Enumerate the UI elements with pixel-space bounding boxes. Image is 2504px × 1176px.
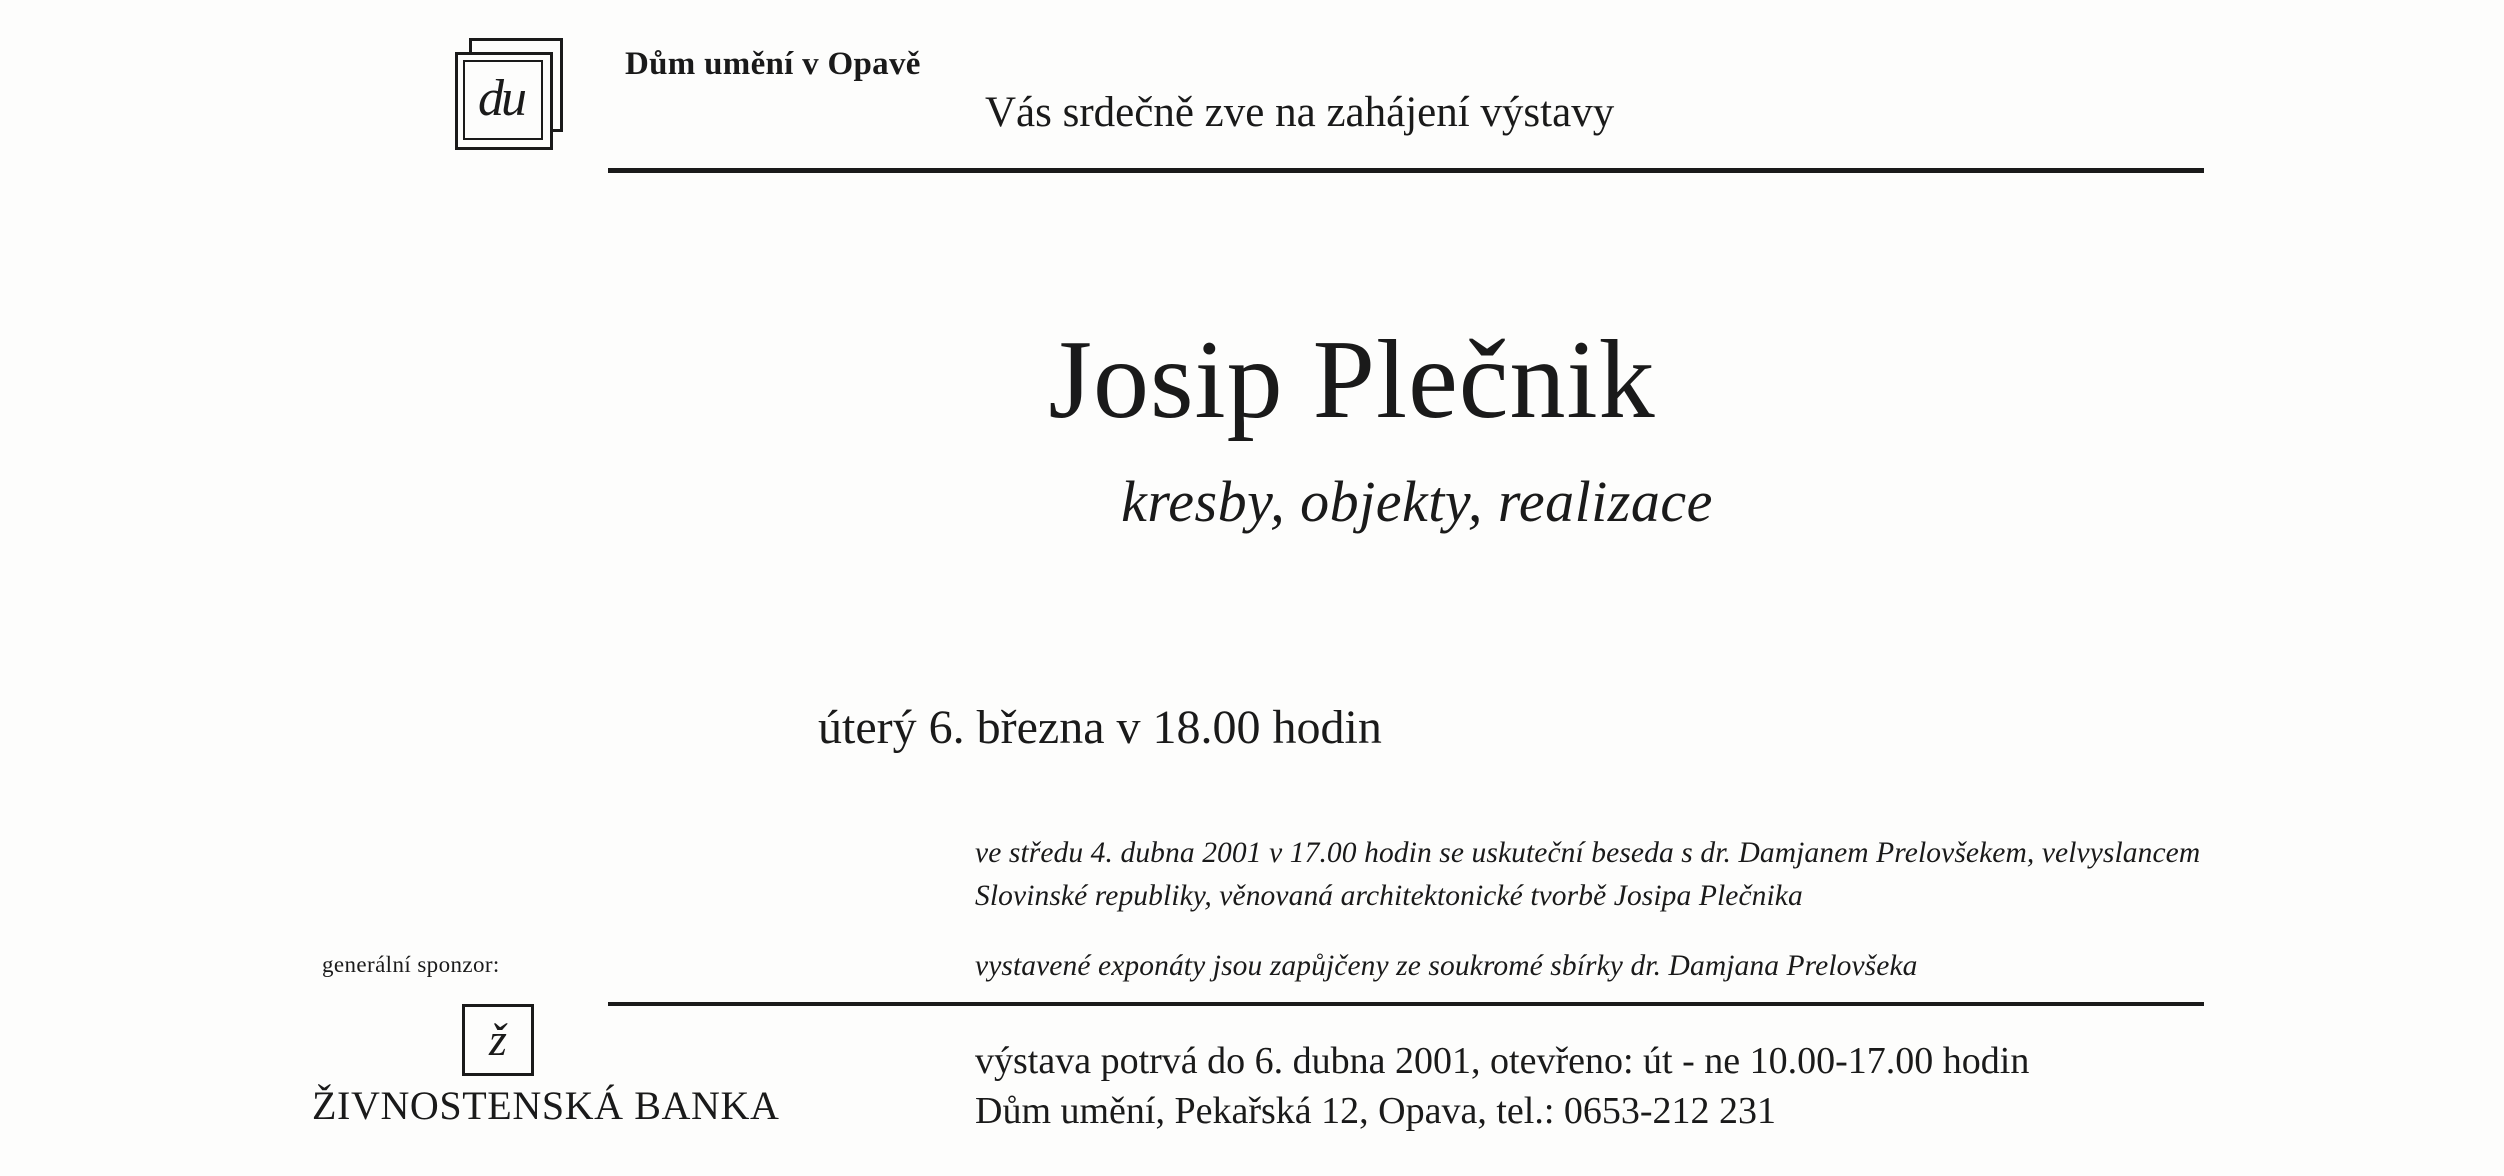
note-item: ve středu 4. dubna 2001 v 17.00 hodin se uskuteční beseda s dr. Damjanem Prelovšekem, velvyslancem Slovinské republiky, věnovaná architektonické tvorbě Josipa Plečnika (975, 837, 2201, 913)
note-item: vystavené exponáty jsou zapůjčeny ze soukromé sbírky dr. Damjana Prelovšeka (975, 949, 1918, 982)
sponsor-logo-glyph: ž (489, 1014, 507, 1065)
page-title: Josip Plečnik (1048, 318, 1656, 442)
sponsor-label: generální sponzor: (322, 952, 500, 977)
zivnostenska-banka-logo-icon (462, 1004, 534, 1076)
notes-block (975, 832, 2205, 988)
opening-datetime: úterý 6. března v 18.00 hodin (818, 701, 1382, 754)
dum-umeni-logo-icon (455, 38, 573, 156)
logo-glyph: du (478, 69, 524, 127)
footer-line-address: Dům umění, Pekařská 12, Opava, tel.: 0653-212 231 (975, 1090, 1777, 1133)
header-divider (608, 168, 2204, 173)
footer-line-duration: výstava potrvá do 6. dubna 2001, otevřeno: út - ne 10.00-17.00 hodin (975, 1040, 2030, 1082)
footer-divider (608, 1002, 2204, 1006)
page-subtitle: kresby, objekty, realizace (1121, 469, 1713, 534)
header (0, 0, 2504, 200)
invitation-line: Vás srdečně zve na zahájení výstavy (985, 89, 1615, 136)
institution-name: Dům umění v Opavě (625, 46, 921, 82)
footer-info (975, 1036, 2029, 1136)
sponsor-name: ŽIVNOSTENSKÁ BANKA (312, 1083, 780, 1128)
